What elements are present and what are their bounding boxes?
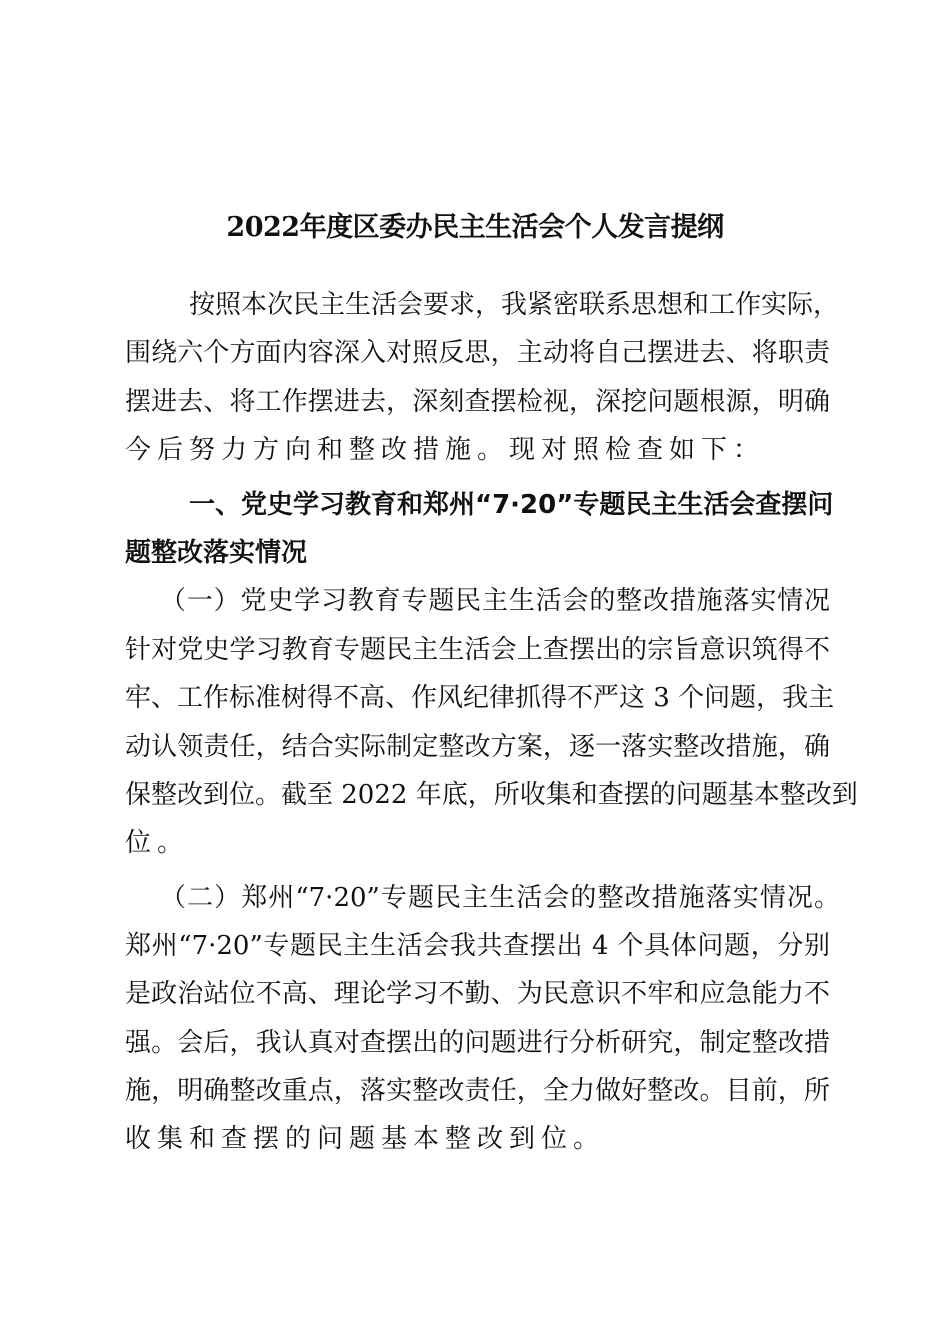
document-title: 2022年度区委办民主生活会个人发言提纲	[226, 212, 724, 243]
paragraph-line: 是政治站位不高、理论学习不勤、为民意识不牢和应急能力不	[125, 979, 830, 1009]
paragraph-line: 强。会后，我认真对查摆出的问题进行分析研究，制定整改措	[125, 1028, 830, 1058]
paragraph-line: 牢、工作标准树得不高、作风纪律抓得不严这 3 个问题，我主	[125, 683, 835, 713]
subsection-heading: （二）郑州“7·20”专题民主生活会的整改措施落实情况。	[160, 883, 840, 913]
section-heading: 一、党史学习教育和郑州“7·20”专题民主生活会查摆问	[189, 490, 834, 520]
paragraph-line: 收集和查摆的问题基本整改到位。	[125, 1124, 606, 1154]
paragraph-line: 郑州“7·20”专题民主生活会我共查摆出 4 个具体问题，分别	[125, 931, 830, 961]
subsection-heading: （一）党史学习教育专题民主生活会的整改措施落实情况	[160, 586, 830, 616]
paragraph-line: 针对党史学习教育专题民主生活会上查摆出的宗旨意识筑得不	[125, 635, 830, 665]
paragraph-line: 动认领责任，结合实际制定整改方案，逐一落实整改措施，确	[125, 732, 830, 762]
paragraph-line: 保整改到位。截至 2022 年底，所收集和查摆的问题基本整改到	[125, 780, 858, 810]
paragraph-line: 围绕六个方面内容深入对照反思，主动将自己摆进去、将职责	[125, 338, 830, 368]
paragraph-line: 今后努力方向和整改措施。现对照检查如下：	[125, 435, 766, 465]
paragraph-line: 施，明确整改重点，落实整改责任，全力做好整改。目前，所	[125, 1076, 830, 1106]
paragraph-line: 摆进去、将工作摆进去，深刻查摆检视，深挖问题根源，明确	[125, 387, 830, 417]
paragraph-line: 按照本次民主生活会要求，我紧密联系思想和工作实际，	[189, 290, 840, 320]
section-heading: 题整改落实情况	[125, 538, 308, 568]
paragraph-line: 位。	[125, 828, 190, 858]
